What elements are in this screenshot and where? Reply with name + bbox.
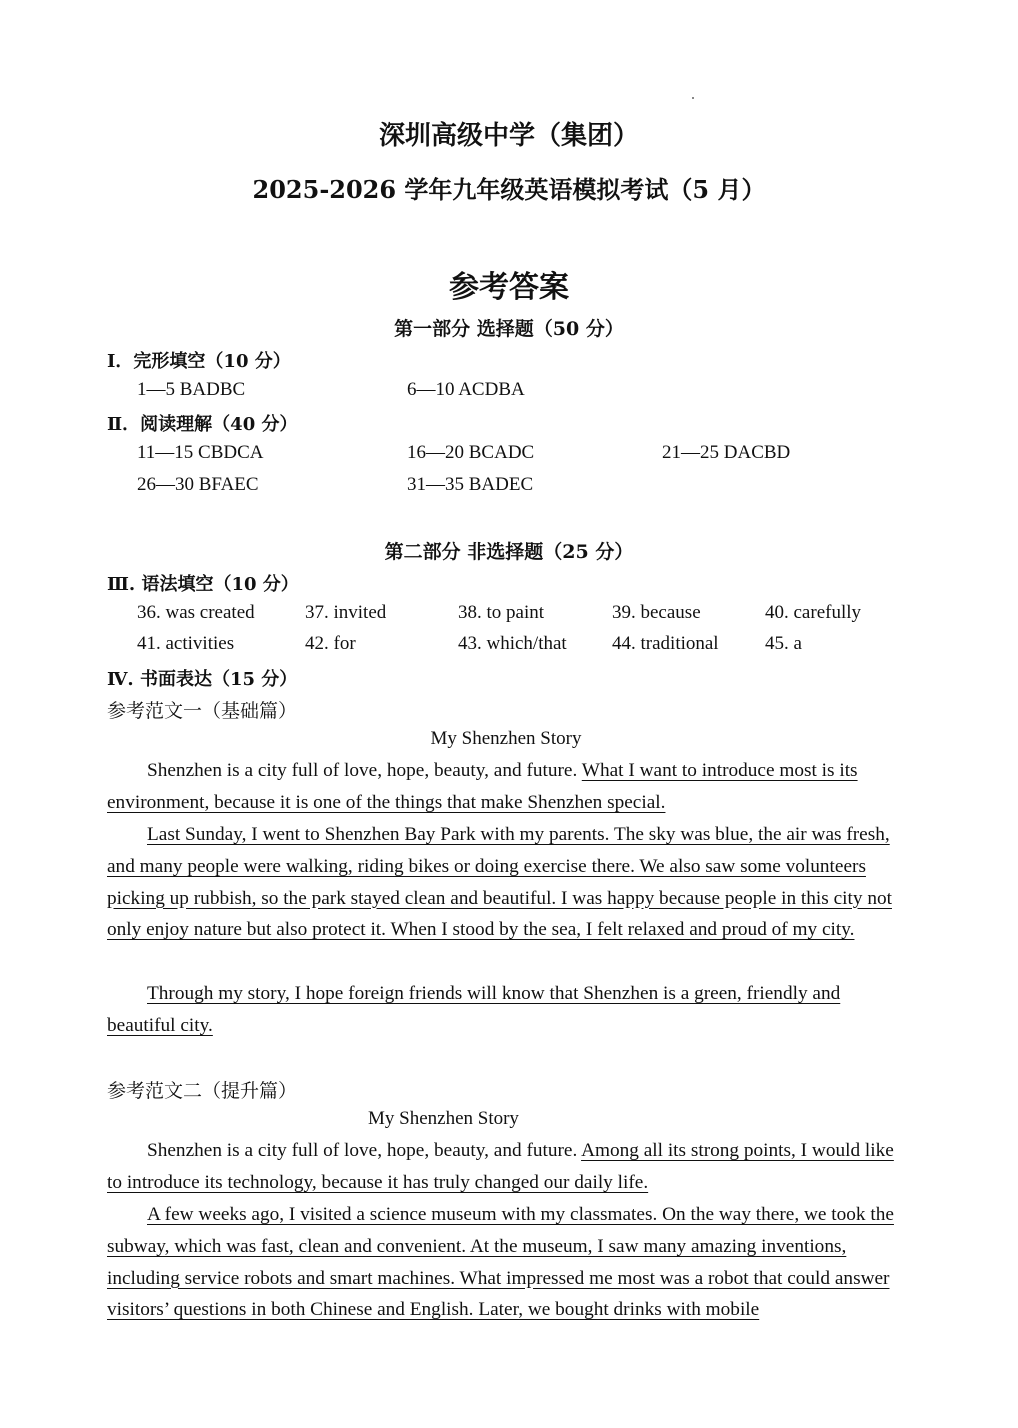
answer-38: 38. to paint (458, 602, 545, 623)
sample1-paragraph-3: Through my story, I hope foreign friends will know that Shenzhen is a green, friendly and beautiful city. (107, 983, 841, 1036)
sample1-p1-intro: Shenzhen is a city full of love, hope, beauty, and future. (147, 760, 582, 781)
sample2-p1-underlined: Among all its strong points, I would like to introduce its technology, because it has truly changed our daily life. (107, 1140, 894, 1193)
answer-36: 36. was created (137, 602, 255, 623)
part1-heading: 第一部分 选择题（50 分） (394, 318, 624, 340)
section1-label: Ⅰ．完形填空（10 分） (107, 351, 291, 372)
sample1-paragraph-2: Last Sunday, I went to Shenzhen Bay Park with my parents. The sky was blue, the air was fresh, and many people were walking, riding bikes or doing exercise there. We also saw some volunteers picking up rubbish, so the park stayed clean and beautiful. I was happy because people in this city not only enjoy nature but also protect it. When I stood by the sea, I felt relaxed and proud of my city. (107, 824, 892, 941)
school-title: 深圳高级中学（集团） (378, 121, 639, 151)
sample1-title: My Shenzhen Story (430, 728, 582, 749)
section4-label: Ⅳ. 书面表达（15 分） (107, 669, 298, 690)
answer-43: 43. which/that (458, 633, 567, 654)
answer-45: 45. a (765, 633, 802, 654)
answer-11-15: 11—15 CBDCA (137, 442, 264, 463)
part2-heading: 第二部分 非选择题（25 分） (384, 541, 634, 563)
sample2-p1-intro: Shenzhen is a city full of love, hope, beauty, and future. (147, 1140, 582, 1161)
answer-37: 37. invited (305, 602, 387, 623)
answer-6-10: 6—10 ACDBA (407, 379, 525, 400)
answer-40: 40. carefully (765, 602, 862, 623)
answer-44: 44. traditional (612, 633, 719, 654)
answer-31-35: 31—35 BADEC (407, 474, 534, 495)
document-title: 参考答案 (449, 270, 569, 305)
sample1-p1-underlined: What I want to introduce most is its environment, because it is one of the things that make Shenzhen special. (107, 760, 858, 813)
answer-21-25: 21—25 DACBD (662, 442, 791, 463)
answer-1-5: 1—5 BADBC (137, 379, 246, 400)
scan-speck (692, 97, 694, 99)
exam-title: 2025-2026 学年九年级英语模拟考试（5 月） (252, 175, 766, 204)
sample2-title: My Shenzhen Story (368, 1108, 519, 1129)
section3-label: Ⅲ. 语法填空（10 分） (107, 574, 299, 595)
section2-label: Ⅱ．阅读理解（40 分） (107, 414, 298, 435)
sample2-paragraph-2: A few weeks ago, I visited a science museum with my classmates. On the way there, we took the subway, which was fast, clean and convenient. At the museum, I saw many amazing inventions, including service robots and smart machines. What impressed me most was a robot that could answer visitors’ questions in both Chinese and English. Later, we bought drinks with mobile (107, 1204, 894, 1321)
sample1-paragraph-1 (107, 755, 912, 819)
answer-41: 41. activities (137, 633, 235, 654)
answer-39: 39. because (612, 602, 701, 623)
answer-42: 42. for (305, 633, 356, 654)
sample1-label: 参考范文一（基础篇） (107, 700, 298, 722)
answer-26-30: 26—30 BFAEC (137, 474, 259, 495)
sample2-paragraph-1 (107, 1135, 912, 1199)
sample2-label: 参考范文二（提升篇） (107, 1080, 298, 1102)
answer-16-20: 16—20 BCADC (407, 442, 535, 463)
